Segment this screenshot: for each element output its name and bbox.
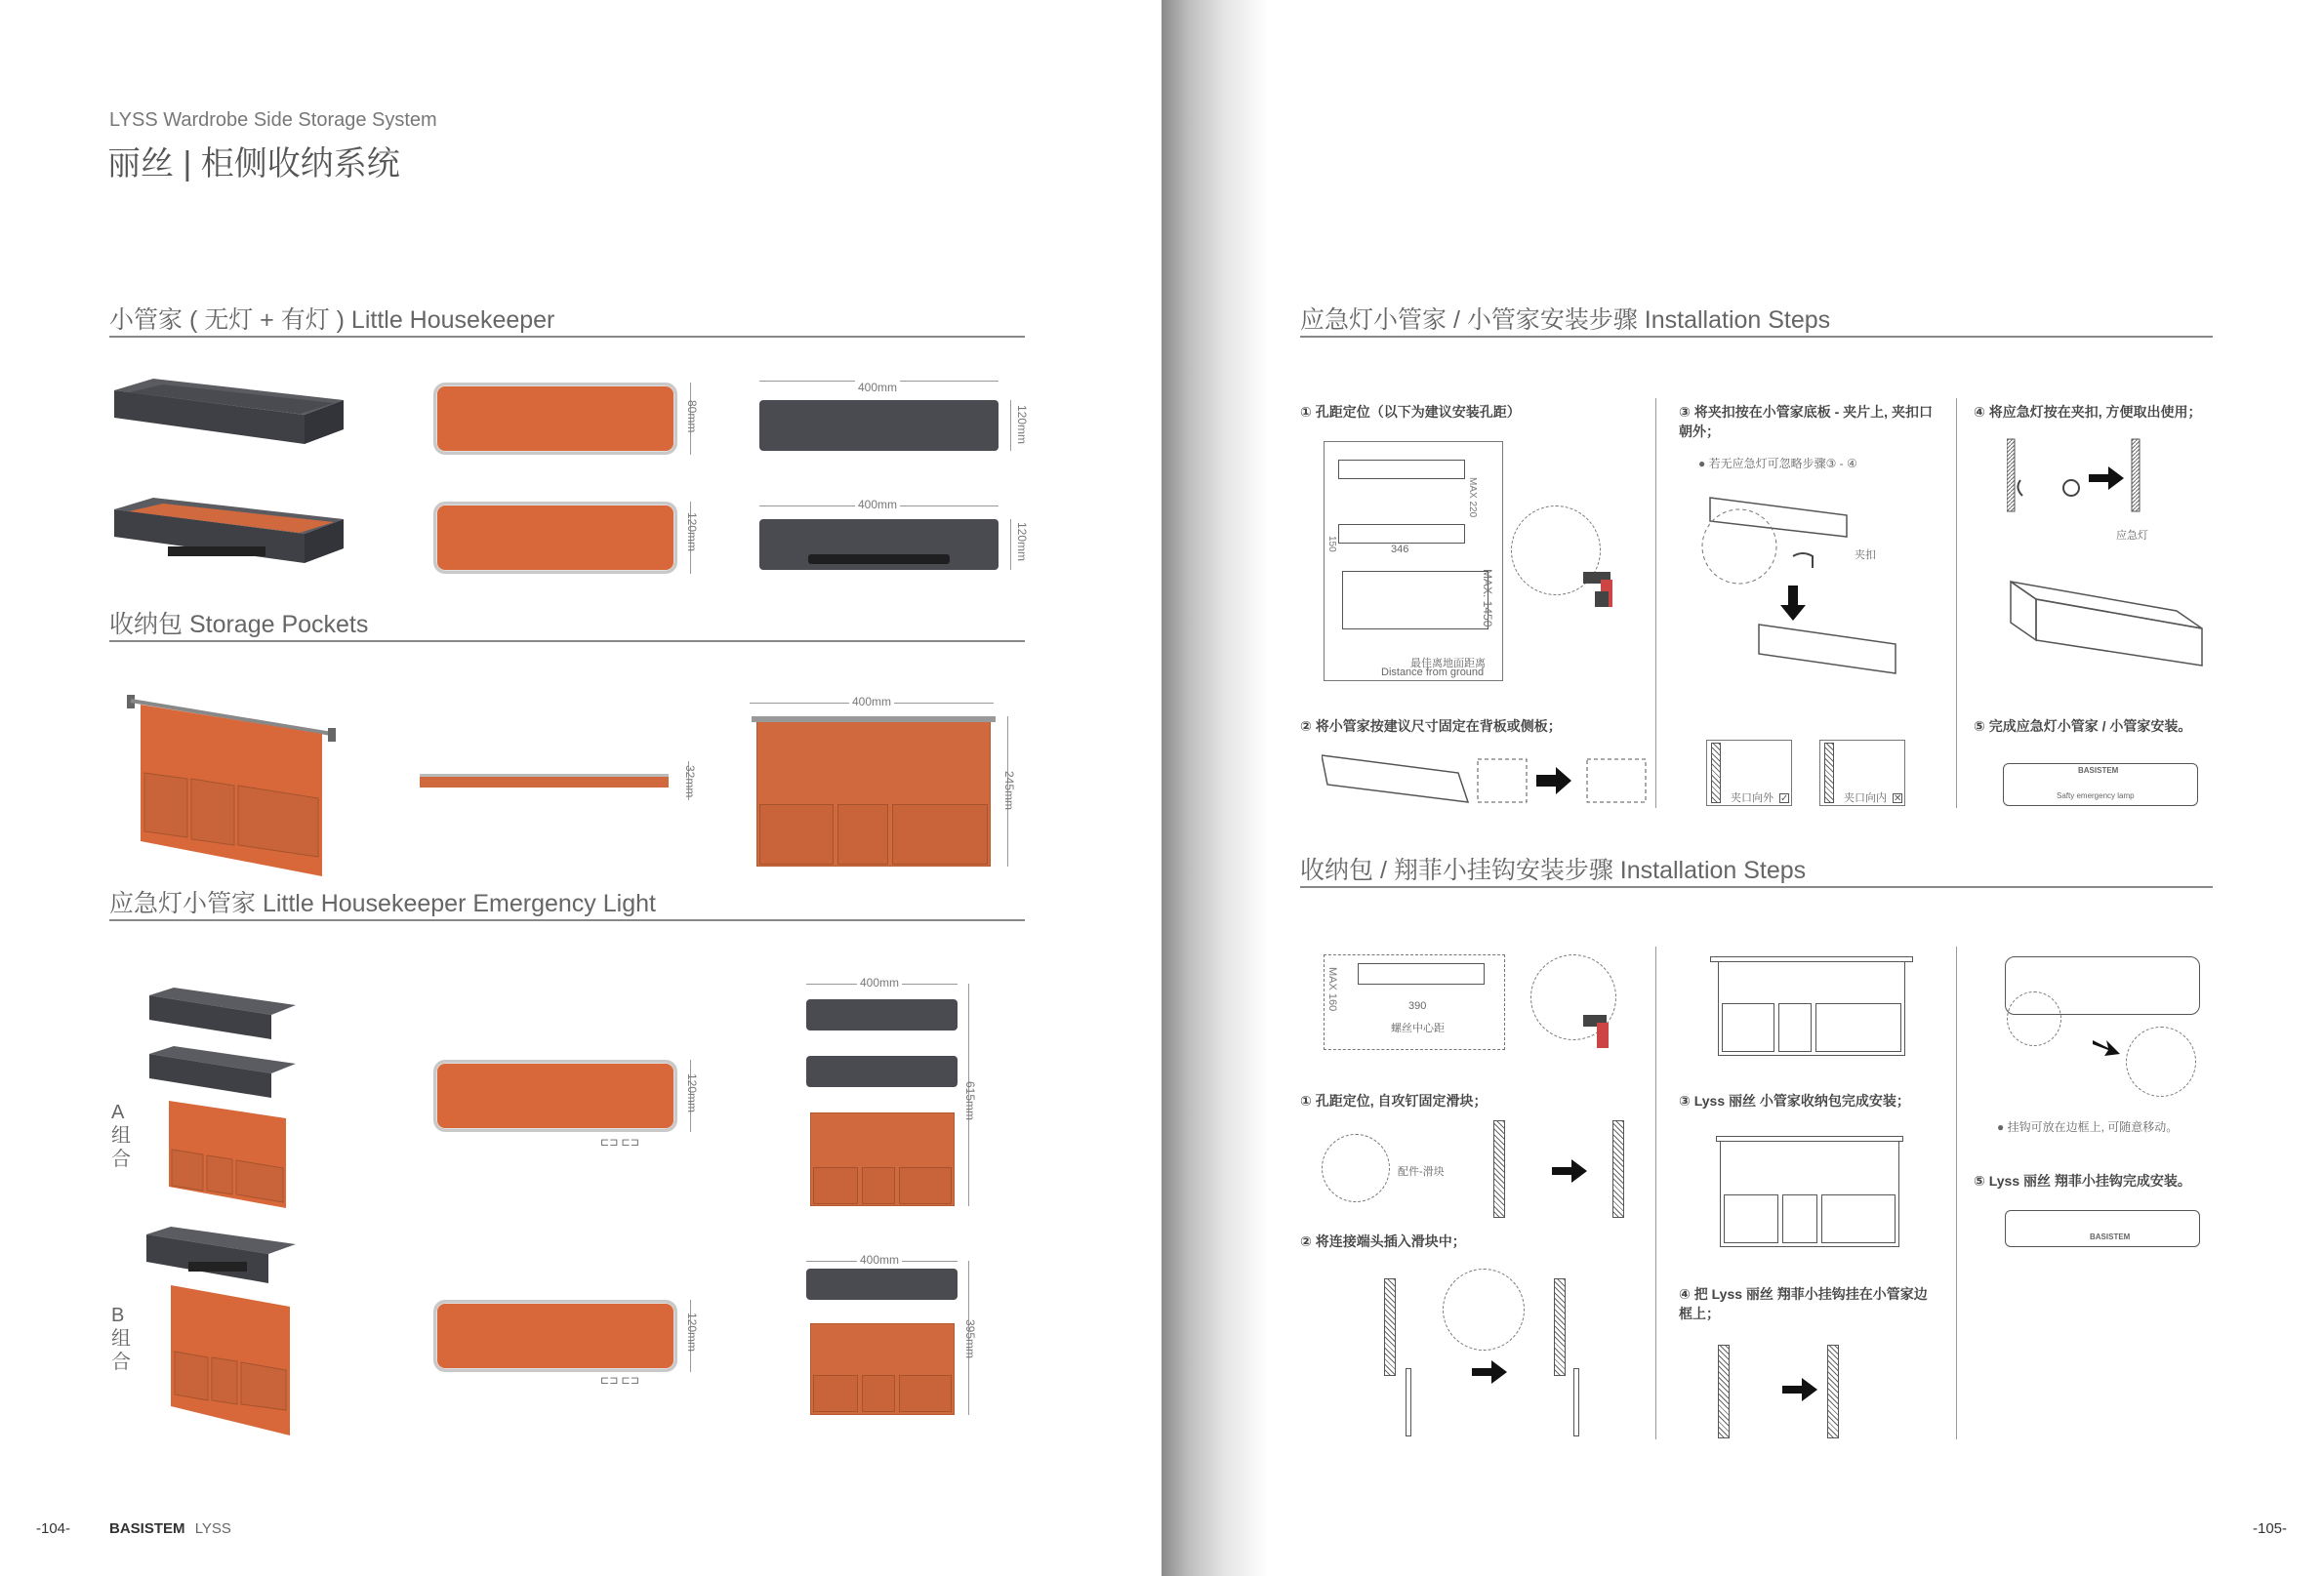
pocket-complete-diagram [1716, 1136, 1903, 1247]
section-rule-3 [109, 919, 1025, 921]
right-page [1162, 0, 2324, 1576]
dim-245mm: 245mm [1002, 771, 1016, 811]
step2-2-caption: ② 将连接端头插入滑块中； [1300, 1233, 1466, 1249]
light-mounted-diagram [2001, 572, 2206, 669]
dim-615mm: 615mm [963, 1081, 977, 1121]
step1-4-caption: ④ 将应急灯按在夹扣, 方便取出使用； [1974, 404, 2202, 420]
pocket-install-diagram [1710, 956, 1913, 1058]
pocket-front-view [756, 720, 991, 867]
section-rule-2 [109, 640, 1025, 642]
section-rule-right-2 [1300, 886, 2213, 888]
dim-120mm-2: 120mm [685, 512, 699, 552]
left-page: LYSS Wardrobe Side Storage System 丽丝 | 柜侧收纳系统 小管家 ( 无灯 + 有灯 ) Little Housekeeper 80mm 400mm 120mm 120mm 400mm 120mm 收纳包 Storage Pockets 32mm 400mm 245mm 应急灯小管家 Little Housekeeper Emergency Light A 组 合 ⊏⊐ ⊏⊐ 120mm 400mm 615mm B 组 合 ⊏⊐ ⊏⊐ 120mm 400mm 395mm -104- BASISTEM LYSS [0, 0, 1162, 1576]
shelf-image-with-light [109, 490, 348, 583]
panel-group-b [433, 1300, 677, 1372]
drill-icon-2 [1581, 1009, 1630, 1058]
section-rule-right-1 [1300, 336, 2213, 338]
dim-400mm-3: 400mm [849, 695, 894, 708]
dim-150: 150 [1326, 536, 1337, 552]
dim-400mm-2: 400mm [855, 498, 900, 511]
slider-label: 配件-滑块 [1398, 1166, 1445, 1178]
panel-group-a [433, 1060, 677, 1132]
light-label: 应急灯 [2116, 530, 2148, 542]
clip-out-label: 夹口向外 [1731, 792, 1774, 804]
pocket-hole-diagram [1324, 954, 1505, 1050]
group-a-image [144, 986, 301, 1210]
section-title-housekeeper: 小管家 ( 无灯 + 有灯 ) Little Housekeeper [109, 306, 555, 334]
ground-distance-cn: 最佳离地面距离 [1410, 658, 1486, 669]
dim-120mm-3: 120mm [1015, 522, 1029, 562]
shelf-image-no-light [109, 371, 348, 464]
dim-346: 346 [1391, 544, 1409, 555]
max-160: MAX 160 [1326, 967, 1338, 1012]
drill-icon [1581, 564, 1640, 613]
step1-3-caption: ③ 将夹扣按在小管家底板 - 夹片上, 夹扣口朝外； [1679, 404, 1933, 439]
slider-detail-circle [1322, 1134, 1390, 1202]
dim-32mm: 32mm [683, 765, 697, 798]
page-number-left: -104- [36, 1520, 71, 1537]
page-number-right: -105- [2253, 1520, 2288, 1537]
section-title-install-1: 应急灯小管家 / 小管家安装步骤 Installation Steps [1300, 306, 1831, 334]
section-title-install-2: 收纳包 / 翔菲小挂钩安装步骤 Installation Steps [1300, 857, 1807, 884]
hole-position-diagram [1324, 441, 1503, 681]
panel-front-80 [433, 383, 677, 455]
screw-center-label: 螺丝中心距 [1391, 1023, 1445, 1034]
connector-detail-circle [1443, 1269, 1525, 1351]
step2-4-caption: ④ 把 Lyss 丽丝 翔菲小挂钩挂在小管家边框上； [1679, 1286, 1928, 1321]
step2-diagram [1322, 746, 1653, 808]
step2-1-caption: ① 孔距定位, 自攻钉固定滑块； [1300, 1093, 1488, 1109]
storage-pocket-image [127, 693, 342, 878]
step1-2-caption: ② 将小管家按建议尺寸固定在背板或侧板； [1300, 718, 1562, 734]
ground-distance-en: Distance from ground [1381, 667, 1485, 678]
step2-4-note: ● 挂钩可放在边框上, 可随意移动。 [1997, 1120, 2179, 1134]
hook-detail-circle [2126, 1027, 2196, 1097]
group-b-label: B 组 合 [111, 1305, 131, 1373]
page-title: 丽丝 | 柜侧收纳系统 [107, 145, 400, 182]
dim-80mm: 80mm [685, 400, 699, 433]
footer-series: LYSS [194, 1520, 231, 1537]
step2-5-caption: ⑤ Lyss 丽丝 翔菲小挂钩完成安装。 [1974, 1173, 2191, 1189]
complete-housekeeper-diagram [2003, 763, 2198, 806]
dim-400mm-a: 400mm [857, 976, 902, 990]
footer-brand: BASISTEM [109, 1520, 185, 1537]
clip-install-diagram [1700, 488, 1944, 703]
dim-120mm: 120mm [1015, 405, 1029, 445]
section-rule [109, 336, 1025, 338]
step1-3-note: ● 若无应急灯可忽略步骤③ - ④ [1698, 457, 1857, 470]
brand-label-1: BASISTEM [2078, 766, 2119, 775]
clip-out-box: 夹口向外 ✓ [1706, 740, 1792, 806]
section-title-emergency: 应急灯小管家 Little Housekeeper Emergency Light [109, 890, 656, 917]
safety-lamp-label: Safty emergency lamp [2057, 791, 2135, 800]
step2-3-caption: ③ Lyss 丽丝 小管家收纳包完成安装； [1679, 1093, 1910, 1109]
pocket-side-view [420, 774, 669, 788]
dim-390: 390 [1408, 1000, 1427, 1012]
clip-in-label: 夹口向内 [1844, 792, 1887, 804]
group-a-label: A 组 合 [111, 1102, 131, 1170]
shelf-front-view-light [759, 519, 999, 570]
dim-120mm-b: 120mm [685, 1313, 699, 1353]
step1-1-caption: ① 孔距定位（以下为建议安装孔距） [1300, 404, 1521, 420]
dim-120mm-a: 120mm [685, 1073, 699, 1113]
dim-400mm: 400mm [855, 381, 900, 394]
dim-400mm-b: 400mm [857, 1253, 902, 1267]
group-b-image [142, 1225, 303, 1439]
hook-complete-diagram [2005, 1210, 2200, 1247]
max-220: MAX 220 [1467, 477, 1478, 518]
panel-front-120 [433, 502, 677, 574]
max-1450: MAX. 1450 [1481, 569, 1494, 627]
section-title-pockets: 收纳包 Storage Pockets [109, 611, 369, 638]
light-attach-diagram [2007, 437, 2182, 535]
shelf-front-view [759, 400, 999, 451]
clip-label: 夹扣 [1855, 549, 1876, 561]
subtitle-en: LYSS Wardrobe Side Storage System [109, 109, 437, 131]
brand-label-2: BASISTEM [2090, 1233, 2131, 1241]
dim-395mm: 395mm [963, 1319, 977, 1359]
step1-5-caption: ⑤ 完成应急灯小管家 / 小管家安装。 [1974, 718, 2192, 734]
clip-in-box: 夹口向内 ✕ [1819, 740, 1905, 806]
